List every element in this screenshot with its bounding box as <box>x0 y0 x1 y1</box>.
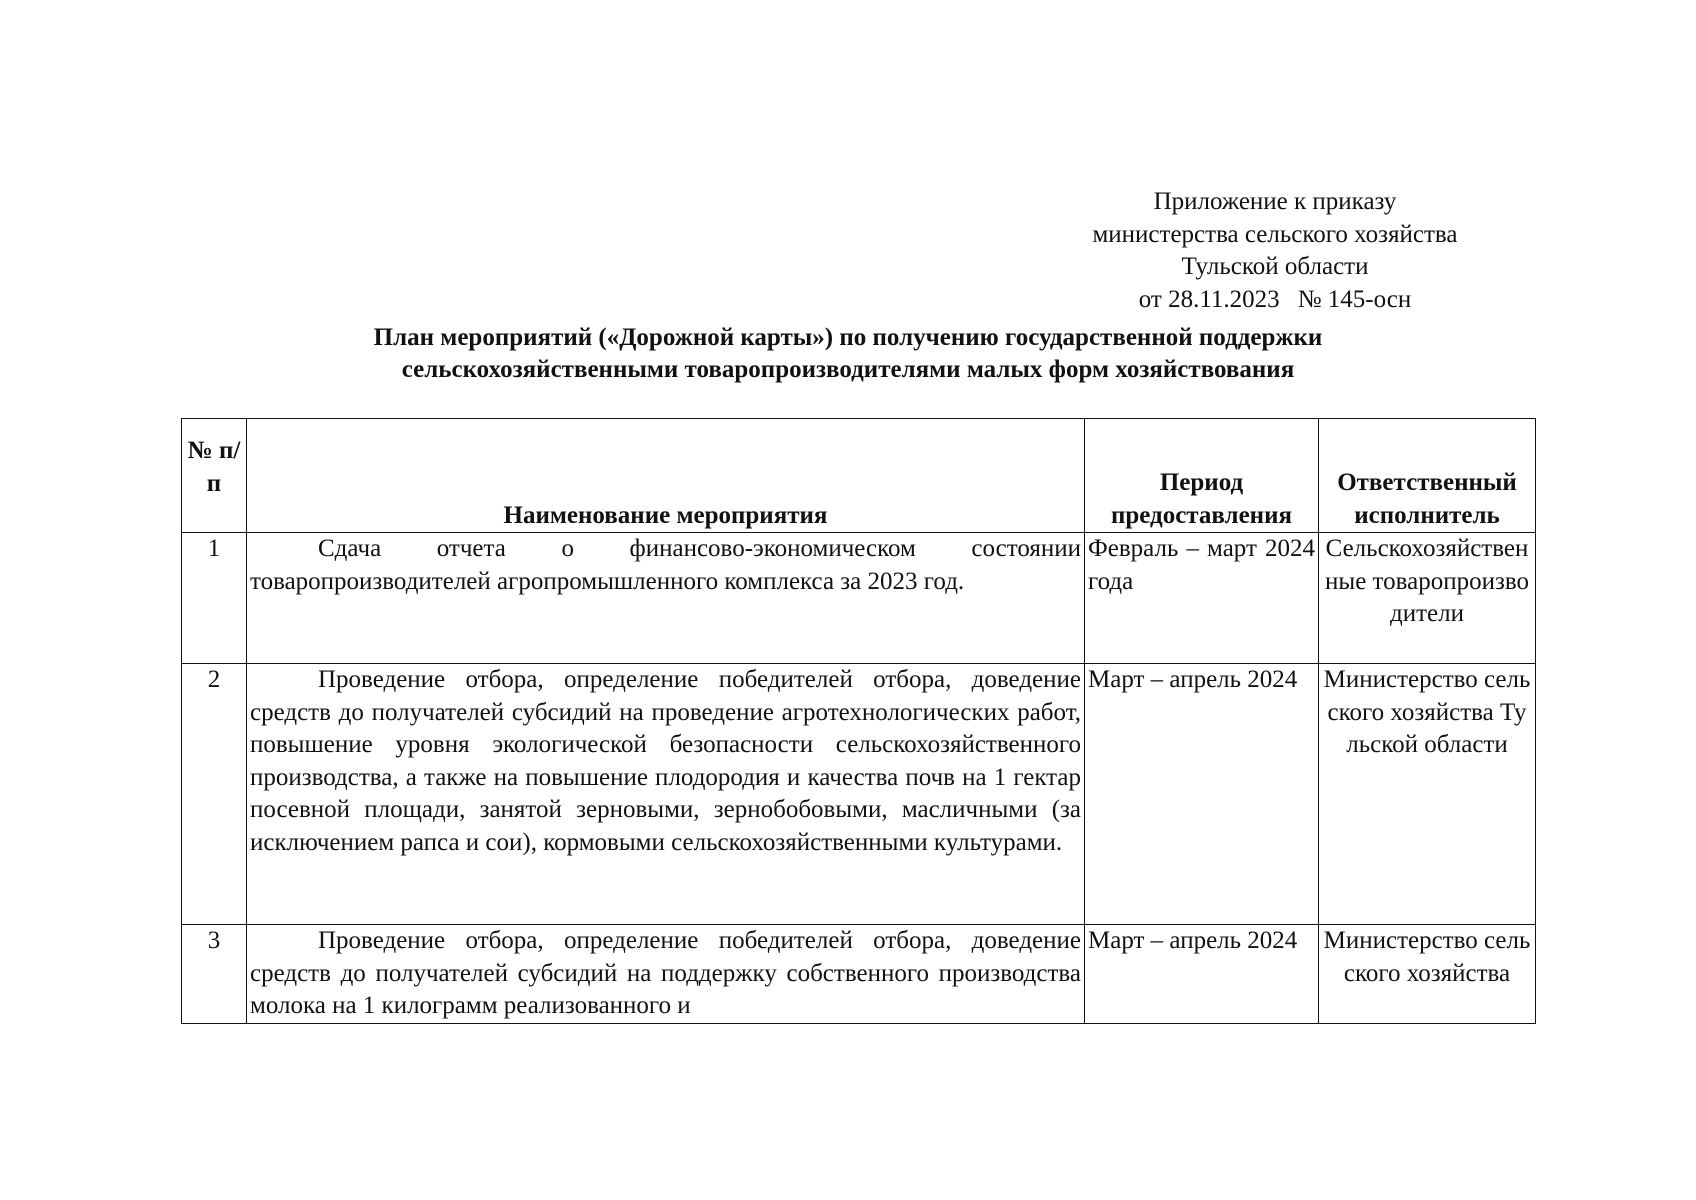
appendix-line-3: Тульской области <box>1181 253 1369 280</box>
row-num: 2 <box>182 664 247 925</box>
table-row <box>182 664 1536 925</box>
row-name <box>247 925 1085 1024</box>
appendix-line-1: Приложение к приказу <box>1153 188 1397 215</box>
row-period: Февраль – март 2024 года <box>1085 533 1319 664</box>
table-header-row <box>182 419 1536 533</box>
appendix-date-line <box>1090 284 1460 317</box>
row-name-text: Проведение отбора, определение победителей отбора, доведение средств до получателей субсидий на проведение агротехнологических работ, повышение уровня экологической безопасности сельскохозяйственного производства, а также на повышение плодородия и качества почв на 1 гектар посевной площади, занятой зерновыми, зернобобовыми, масличными (за исключением рапса и сои), кормовыми сельскохозяйственными культурами. <box>250 666 1081 856</box>
appendix-line-2: министерства сельского хозяйства <box>1092 220 1458 248</box>
row-name <box>247 533 1085 664</box>
header-name: Наименование мероприятия <box>247 419 1085 533</box>
row-responsible: Сельскохозяйственные товаропроизводители <box>1319 533 1536 664</box>
row-num: 3 <box>182 925 247 1024</box>
appendix-number: № 145-осн <box>1297 285 1412 313</box>
row-name-text: Сдача отчета о финансово-экономическом состоянии товаропроизводителей агропромышленного комплекса за 2023 год. <box>250 535 1081 595</box>
title-line-1: План мероприятий («Дорожной карты») по получению государственной поддержки <box>373 324 1323 351</box>
header-period: Период предоставления <box>1085 419 1319 533</box>
row-name <box>247 664 1085 925</box>
row-responsible: Министерство сельского хозяйства Тульской области <box>1319 664 1536 925</box>
document-title <box>200 322 1496 386</box>
row-period: Март – апрель 2024 <box>1085 925 1319 1024</box>
title-line-2: сельскохозяйственными товаропроизводителями малых форм хозяйствования <box>401 356 1295 383</box>
row-num: 1 <box>182 533 247 664</box>
row-period: Март – апрель 2024 <box>1085 664 1319 925</box>
plan-table <box>181 418 1536 1024</box>
row-name-text: Проведение отбора, определение победителей отбора, доведение средств до получателей субсидий на поддержку собственного производства молока на 1 килограмм реализованного и <box>250 927 1081 1019</box>
table-row <box>182 533 1536 664</box>
table-row <box>182 925 1536 1024</box>
appendix-date: от 28.11.2023 <box>1138 285 1280 313</box>
row-responsible: Министерство сельского хозяйства <box>1319 925 1536 1024</box>
header-responsible: Ответственный исполнитель <box>1319 419 1536 533</box>
appendix-block <box>1090 186 1460 316</box>
header-num: № п/п <box>182 419 247 533</box>
